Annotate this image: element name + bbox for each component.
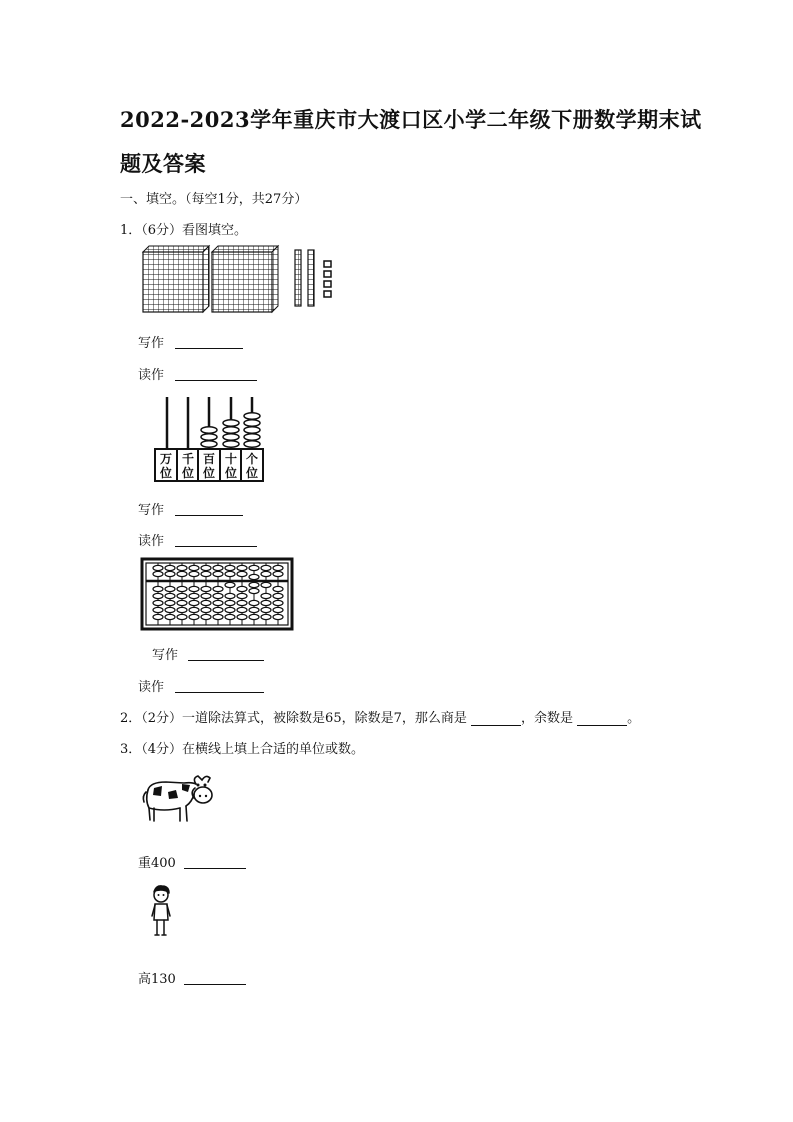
svg-text:位: 位 <box>159 466 173 480</box>
lower-bead <box>213 600 223 605</box>
lower-bead <box>225 607 235 612</box>
lower-bead <box>225 593 235 598</box>
lower-bead <box>225 600 235 605</box>
lower-bead <box>273 593 283 598</box>
lower-bead <box>261 582 271 587</box>
write-label-3: 写作 <box>152 648 179 663</box>
lower-bead <box>261 614 271 619</box>
remainder-blank[interactable] <box>577 711 627 726</box>
lower-bead <box>165 593 175 598</box>
hundred-cube-2 <box>212 246 278 312</box>
lower-bead <box>249 582 259 587</box>
lower-bead <box>201 586 211 591</box>
quotient-blank[interactable] <box>471 711 521 726</box>
lower-bead <box>165 614 175 619</box>
hundred-cube-1 <box>143 246 209 312</box>
lower-bead <box>237 600 247 605</box>
lower-bead <box>153 614 163 619</box>
lower-bead <box>261 600 271 605</box>
lower-bead <box>153 600 163 605</box>
lower-bead <box>273 607 283 612</box>
ten-rod-2 <box>308 250 314 306</box>
svg-text:位: 位 <box>245 466 259 480</box>
cow-weight-label: 重400 <box>138 856 176 871</box>
lower-bead <box>189 593 199 598</box>
lower-bead <box>177 586 187 591</box>
svg-text:位: 位 <box>202 466 216 480</box>
lower-bead <box>153 607 163 612</box>
lower-bead <box>189 607 199 612</box>
boy-height-label: 高130 <box>138 972 176 987</box>
place-label-shi: 十 <box>224 452 238 466</box>
place-label-bai: 百 <box>202 452 216 466</box>
lower-bead <box>273 614 283 619</box>
lower-bead <box>249 588 259 593</box>
lower-bead <box>213 614 223 619</box>
lower-bead <box>261 593 271 598</box>
lower-bead <box>153 586 163 591</box>
read-blank-3[interactable] <box>175 678 264 693</box>
lower-bead <box>261 607 271 612</box>
lower-bead <box>201 607 211 612</box>
write-blank-3[interactable] <box>188 646 264 661</box>
read-blank-2[interactable] <box>175 532 257 547</box>
svg-text:位: 位 <box>181 466 195 480</box>
lower-bead <box>189 614 199 619</box>
lower-bead <box>177 614 187 619</box>
lower-bead <box>225 582 235 587</box>
q1-stem: 1．（6分）看图填空。 <box>120 223 248 238</box>
doc-title-line2: 题及答案 <box>120 151 206 176</box>
lower-bead <box>213 586 223 591</box>
lower-bead <box>213 607 223 612</box>
lower-bead <box>237 614 247 619</box>
boy-image <box>148 882 178 942</box>
lower-bead <box>237 586 247 591</box>
lower-bead <box>189 600 199 605</box>
read-blank-1[interactable] <box>175 366 257 381</box>
ten-rod-1 <box>295 250 301 306</box>
lower-bead <box>165 600 175 605</box>
lower-bead <box>165 607 175 612</box>
boy-unit-blank[interactable] <box>184 970 246 985</box>
lower-bead <box>201 614 211 619</box>
lower-bead <box>165 586 175 591</box>
lower-bead <box>177 600 187 605</box>
lower-bead <box>153 593 163 598</box>
write-blank-1[interactable] <box>175 334 243 349</box>
lower-bead <box>249 600 259 605</box>
place-label-ge: 个 <box>245 452 259 466</box>
cow-unit-blank[interactable] <box>184 854 246 869</box>
lower-bead <box>201 593 211 598</box>
counting-frame-image <box>150 393 265 483</box>
lower-bead <box>249 614 259 619</box>
lower-bead <box>177 593 187 598</box>
svg-text:位: 位 <box>224 466 238 480</box>
suanpan-abacus-image <box>140 557 295 632</box>
place-label-wan: 万 <box>159 452 173 466</box>
lower-bead <box>273 586 283 591</box>
q3-stem: 3．（4分）在横线上填上合适的单位或数。 <box>120 742 365 757</box>
section-heading: 一、填空。（每空1分，共27分） <box>120 192 308 207</box>
cow-image <box>140 768 218 826</box>
base-ten-blocks-image <box>138 244 338 316</box>
doc-title-line1: 2022-2023学年重庆市大渡口区小学二年级下册数学期末试 <box>120 107 702 132</box>
read-label-3: 读作 <box>138 680 165 695</box>
q2-stem: 2．（2分）一道除法算式，被除数是65，除数是7，那么商是 ，余数是 。 <box>120 711 641 726</box>
lower-bead <box>177 607 187 612</box>
place-label-qian: 千 <box>181 452 195 466</box>
lower-bead <box>237 607 247 612</box>
read-label-2: 读作 <box>138 534 165 549</box>
lower-bead <box>273 600 283 605</box>
read-label-1: 读作 <box>138 368 165 383</box>
lower-bead <box>225 614 235 619</box>
write-blank-2[interactable] <box>175 501 243 516</box>
lower-bead <box>249 607 259 612</box>
lower-bead <box>237 593 247 598</box>
write-label-2: 写作 <box>138 503 165 518</box>
write-label-1: 写作 <box>138 336 165 351</box>
lower-bead <box>201 600 211 605</box>
lower-bead <box>213 593 223 598</box>
lower-bead <box>189 586 199 591</box>
